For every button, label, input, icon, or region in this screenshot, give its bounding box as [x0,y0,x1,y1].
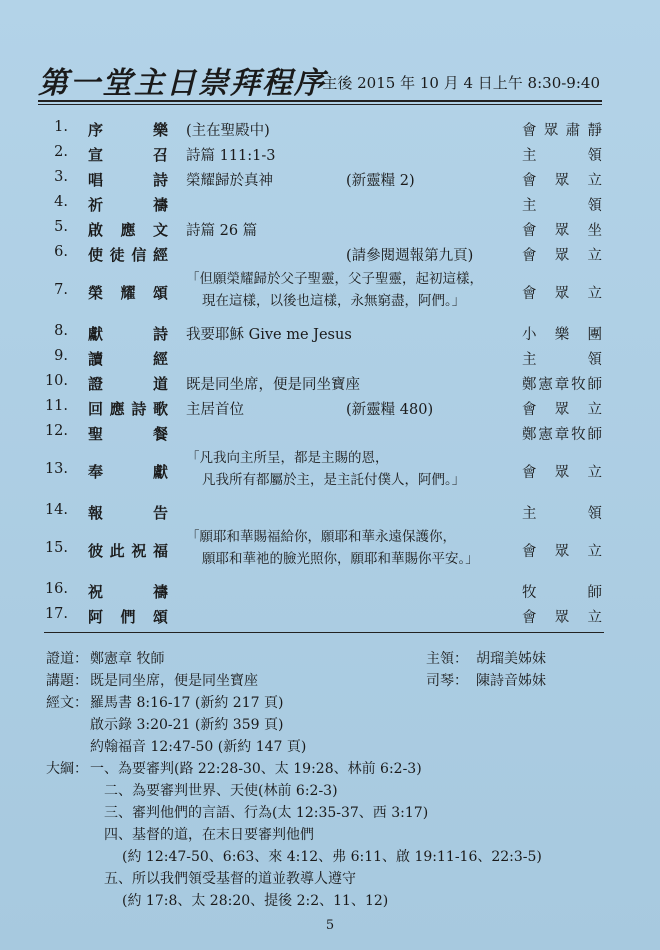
item-number: 17. [44,606,68,622]
item-number: 3. [54,169,68,185]
order-row [0,445,660,499]
item-number: 8. [54,323,68,339]
item-text [186,398,516,419]
item-number: 15. [44,540,68,556]
leader-label: 主領： [426,651,468,667]
item-number: 10. [44,373,68,389]
scripture-item: 啟示錄 3:20-21 (新約 359 頁) [90,717,284,733]
order-row [0,141,660,166]
item-text: 詩篇 111:1-3 [186,148,276,164]
item-number: 12. [44,423,68,439]
item-person: 主 領 [522,148,602,164]
speaker-label: 證道： [46,651,88,667]
quote-line: 「願耶和華賜福給你，願耶和華永遠保護你， [186,529,456,545]
item-person: 會眾立 [522,173,602,189]
item-name: 證 道 [88,375,168,393]
section-divider [44,632,604,633]
item-number: 5. [54,219,68,235]
item-person: 會眾立 [522,248,602,264]
item-person: 會眾坐 [522,223,602,239]
order-row [0,395,660,420]
item-person: 會眾立 [522,465,602,481]
info-line [46,758,616,780]
outline-item: 一、為要審判(路 22:28-30、太 19:28、林前 6:2-3) [90,761,422,777]
item-number: 9. [54,348,68,364]
item-name: 奉 獻 [88,463,168,481]
item-quote [186,526,516,570]
sermon-info [46,648,616,912]
order-row [0,166,660,191]
order-row [0,345,660,370]
pianist: 陳詩音姊妹 [476,673,546,689]
item-person: 會眾立 [522,544,602,560]
item-text [186,169,516,190]
item-quote [186,268,516,312]
order-row [0,266,660,320]
item-name: 唱 詩 [88,171,168,189]
item-name: 啟應文 [88,221,168,239]
leader: 胡瑠美姊妹 [476,651,546,667]
info-line [46,670,616,692]
item-text: 我要耶穌 Give me Jesus [186,327,352,343]
outline-item: (約 12:47-50、6:63、來 4:12、弗 6:11、啟 19:11-16、22:3-5) [122,849,542,865]
order-row [0,241,660,266]
item-number: 11. [44,398,68,414]
outline-item: 二、為要審判世界、天使(林前 6:2-3) [104,783,338,799]
item-name: 序 樂 [88,121,168,139]
item-number: 7. [54,282,68,298]
item-text: 既是同坐席，便是同坐寶座 [186,377,360,393]
order-row [0,524,660,578]
order-row [0,320,660,345]
quote-line: 現在這樣，以後也這樣，永無窮盡，阿們。」 [202,293,466,309]
item-name: 榮耀頌 [88,284,168,302]
item-number: 1. [54,119,68,135]
speaker: 鄭憲章 牧師 [90,651,165,667]
outline-item: 四、基督的道，在末日要審判他們 [104,827,314,843]
item-name: 報 告 [88,504,168,522]
page-title: 第一堂主日崇拜程序 [38,66,326,101]
header [38,58,608,106]
item-name: 祝 禱 [88,583,168,601]
item-number: 6. [54,244,68,260]
item-text-main: 榮耀歸於真神 [186,173,273,189]
item-ref: (新靈糧 2) [346,173,415,189]
item-person: 主 領 [522,198,602,214]
order-row [0,191,660,216]
outline-item: 五、所以我們領受基督的道並教導人遵守 [104,871,356,887]
item-number: 4. [54,194,68,210]
header-rule-thin [38,104,602,105]
item-person: 主 領 [522,506,602,522]
item-number: 14. [44,502,68,518]
item-quote [186,447,516,491]
item-name: 祈 禱 [88,196,168,214]
item-name: 宣 召 [88,146,168,164]
order-row [0,578,660,603]
service-date: 主後 2015 年 10 月 4 日上午 8:30-9:40 [322,74,600,92]
item-person: 牧 師 [522,585,602,601]
scripture-item: 約翰福音 12:47-50 (新約 147 頁) [90,739,307,755]
item-name: 回應詩歌 [88,400,168,418]
item-person: 會眾立 [522,286,602,302]
info-line [46,648,616,670]
item-person: 鄭憲章牧師 [522,377,602,393]
item-person: 會眾立 [522,402,602,418]
quote-line: 「但願榮耀歸於父子聖靈，父子聖靈，起初這樣， [186,271,483,287]
order-row [0,499,660,524]
order-row [0,216,660,241]
item-name: 彼此祝福 [88,542,168,560]
item-number: 2. [54,144,68,160]
item-person: 小樂團 [522,327,602,343]
order-row [0,370,660,395]
page-number: 5 [325,918,335,933]
outline-label: 大綱： [46,761,88,777]
outline-item: 三、審判他們的言語、行為(太 12:35-37、西 3:17) [104,805,429,821]
item-name: 獻 詩 [88,325,168,343]
item-name: 阿們頌 [88,608,168,626]
quote-line: 願耶和華祂的臉光照你，願耶和華賜你平安。」 [202,551,479,567]
header-rule [38,100,602,102]
quote-line: 「凡我向主所呈，都是主賜的恩， [186,450,389,466]
scripture-item: 羅馬書 8:16-17 (新約 217 頁) [90,695,284,711]
info-line [46,692,616,714]
quote-line: 凡我所有都屬於主，是主託付僕人，阿們。」 [202,472,466,488]
item-ref: (請參閱週報第九頁) [346,248,474,264]
item-name: 聖 餐 [88,425,168,443]
item-number: 13. [44,461,68,477]
item-person: 主 領 [522,352,602,368]
item-text-main: 主居首位 [186,402,244,418]
item-ref: (新靈糧 480) [346,402,434,418]
order-row [0,116,660,141]
order-row [0,603,660,628]
outline-item: (約 17:8、太 28:20、提後 2:2、11、12) [122,893,389,909]
pianist-label: 司琴： [426,673,468,689]
item-person: 會眾立 [522,610,602,626]
item-name: 讀 經 [88,350,168,368]
topic: 既是同坐席，便是同坐寶座 [90,673,258,689]
scripture-label: 經文： [46,695,88,711]
item-person: 鄭憲章牧師 [522,427,602,443]
item-text: (主在聖殿中) [186,123,270,139]
item-number: 16. [44,581,68,597]
service-order [0,116,660,628]
order-row [0,420,660,445]
item-person: 會眾肅靜 [522,123,602,139]
topic-label: 講題： [46,673,88,689]
item-name: 使徒信經 [88,246,168,264]
item-text: 詩篇 26 篇 [186,223,258,239]
